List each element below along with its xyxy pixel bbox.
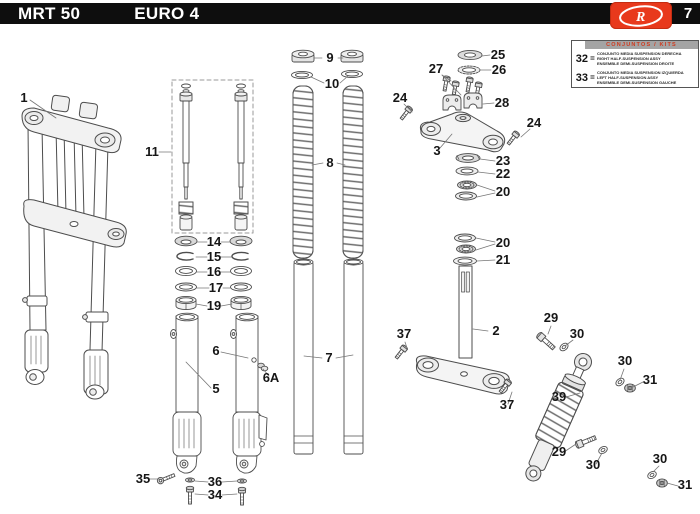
part-25-cap-nut bbox=[458, 50, 482, 59]
seal-stack-left bbox=[175, 236, 197, 309]
part-label-20: 20 bbox=[495, 184, 511, 199]
part-label-29: 29 bbox=[543, 310, 559, 325]
model-title: MRT 50 bbox=[18, 3, 81, 23]
damper-rod-left bbox=[179, 84, 193, 230]
page-number: 7 bbox=[683, 5, 693, 22]
part-20-upper-bearing-set bbox=[456, 181, 477, 200]
kit-desc-fr: ENSEMBLE DEMI-SUSPENSION GAUCHE bbox=[597, 80, 677, 85]
kit-number: 32 bbox=[575, 52, 588, 65]
part-label-37: 37 bbox=[396, 326, 412, 341]
part-26-knurled-ring bbox=[458, 66, 480, 74]
part-20-lower-bearing-set bbox=[455, 234, 476, 253]
kit-desc-en: LEFT HALF-SUSPENSION ASSY bbox=[597, 75, 659, 80]
part-label-17: 17 bbox=[208, 280, 224, 295]
part-label-34: 34 bbox=[207, 487, 223, 502]
part-label-2: 2 bbox=[492, 323, 500, 338]
part-label-26: 26 bbox=[491, 62, 507, 77]
legend-title: CONJUNTOS / KITS bbox=[585, 41, 698, 49]
part-8-fork-springs bbox=[293, 86, 363, 258]
part-label-23: 23 bbox=[495, 153, 511, 168]
logo-letter: R bbox=[636, 9, 646, 25]
fork-leg-left-5 bbox=[171, 313, 202, 473]
part-label-36: 36 bbox=[207, 474, 223, 489]
part-label-10: 10 bbox=[324, 76, 340, 91]
part-23-ring-nut bbox=[456, 154, 480, 163]
seal-stack-right bbox=[230, 236, 252, 309]
part-label-15: 15 bbox=[206, 249, 222, 264]
part-label-1: 1 bbox=[20, 90, 28, 105]
fork-leg-right-6 bbox=[231, 313, 262, 473]
variant-title: EURO 4 bbox=[134, 3, 200, 23]
part-label-7: 7 bbox=[325, 350, 333, 365]
part-label-30: 30 bbox=[617, 353, 633, 368]
part-label-39: 39 bbox=[551, 389, 567, 404]
equals-sign: = bbox=[590, 54, 595, 63]
part-label-24: 24 bbox=[392, 90, 408, 105]
equals-sign: = bbox=[590, 73, 595, 82]
part-28-handlebar-clamps bbox=[443, 93, 482, 110]
part-label-20: 20 bbox=[495, 235, 511, 250]
part-label-6A: 6A bbox=[262, 370, 280, 385]
part-label-30: 30 bbox=[569, 326, 585, 341]
kit-desc-es: CONJUNTO MEDIA SUSPENSION IZQUIERDA bbox=[597, 70, 684, 75]
part-label-29: 29 bbox=[551, 444, 567, 459]
part-35-screw bbox=[156, 472, 175, 485]
damper-rod-right bbox=[234, 84, 248, 230]
part-label-5: 5 bbox=[212, 381, 220, 396]
part-label-30: 30 bbox=[652, 451, 668, 466]
part-label-31: 31 bbox=[642, 372, 658, 387]
part-label-25: 25 bbox=[490, 47, 506, 62]
kit-number: 33 bbox=[575, 71, 588, 84]
front-fork-assembly bbox=[22, 95, 126, 399]
part-label-19: 19 bbox=[206, 298, 222, 313]
part-label-31: 31 bbox=[677, 477, 693, 492]
part-label-35: 35 bbox=[135, 471, 151, 486]
kit-desc-es: CONJUNTO MEDIA SUSPENSION DERECHA bbox=[597, 51, 682, 56]
part-label-21: 21 bbox=[495, 252, 511, 267]
part-label-27: 27 bbox=[428, 61, 444, 76]
part-31-nuts bbox=[625, 384, 668, 487]
part-label-24: 24 bbox=[526, 115, 542, 130]
part-label-37: 37 bbox=[499, 397, 515, 412]
part-label-9: 9 bbox=[326, 50, 334, 65]
part-label-14: 14 bbox=[206, 234, 222, 249]
part-label-22: 22 bbox=[495, 166, 511, 181]
part-label-6: 6 bbox=[212, 343, 220, 358]
part-label-16: 16 bbox=[206, 264, 222, 279]
part-label-30: 30 bbox=[585, 457, 601, 472]
part-21-dust-seal bbox=[454, 257, 477, 265]
part-label-11: 11 bbox=[145, 144, 159, 159]
part-label-3: 3 bbox=[433, 143, 441, 158]
kit-desc-en: RIGHT HALF-SUSPENSION ASSY bbox=[597, 56, 661, 61]
part-label-8: 8 bbox=[326, 155, 334, 170]
part-22-washer bbox=[456, 167, 478, 175]
kit-desc-fr: ENSEMBLE DEMI-SUSPENSION DROITE bbox=[597, 61, 675, 66]
part-label-28: 28 bbox=[494, 95, 510, 110]
